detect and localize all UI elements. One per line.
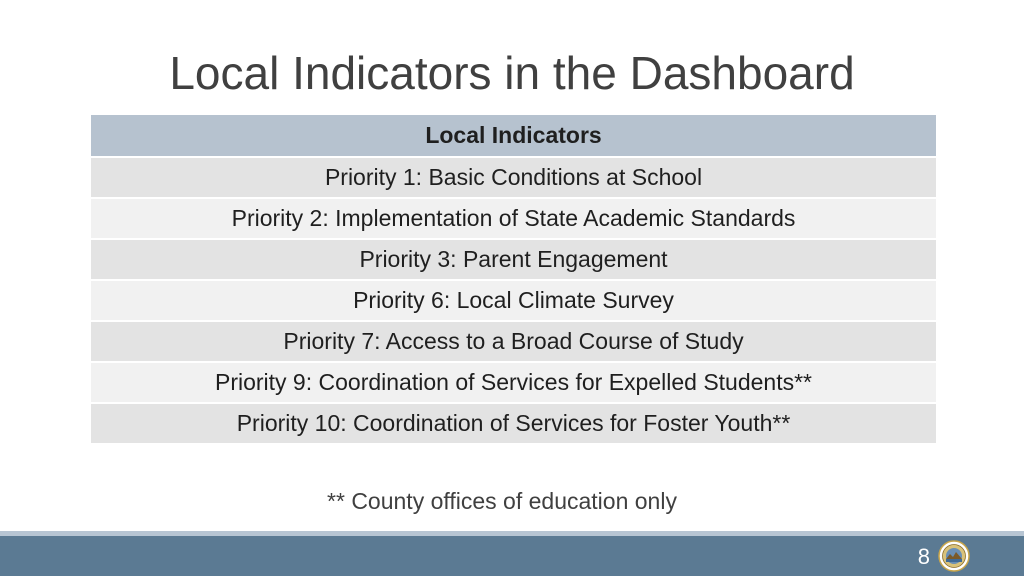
table-row: Priority 3: Parent Engagement — [91, 240, 936, 281]
table-row: Priority 2: Implementation of State Academic Standards — [91, 199, 936, 240]
table-row: Priority 7: Access to a Broad Course of Study — [91, 322, 936, 363]
table-row: Priority 9: Coordination of Services for Expelled Students** — [91, 363, 936, 404]
table-row: Priority 6: Local Climate Survey — [91, 281, 936, 322]
state-seal-icon — [938, 540, 970, 572]
footer-bar — [0, 536, 1024, 576]
table-header: Local Indicators — [91, 115, 936, 158]
local-indicators-table — [91, 115, 936, 445]
table-row: Priority 10: Coordination of Services for Foster Youth** — [91, 404, 936, 445]
page-number: 8 — [917, 544, 930, 569]
table-row: Priority 1: Basic Conditions at School — [91, 158, 936, 199]
footnote: ** County offices of education only — [327, 488, 677, 514]
slide-title: Local Indicators in the Dashboard — [169, 47, 855, 99]
